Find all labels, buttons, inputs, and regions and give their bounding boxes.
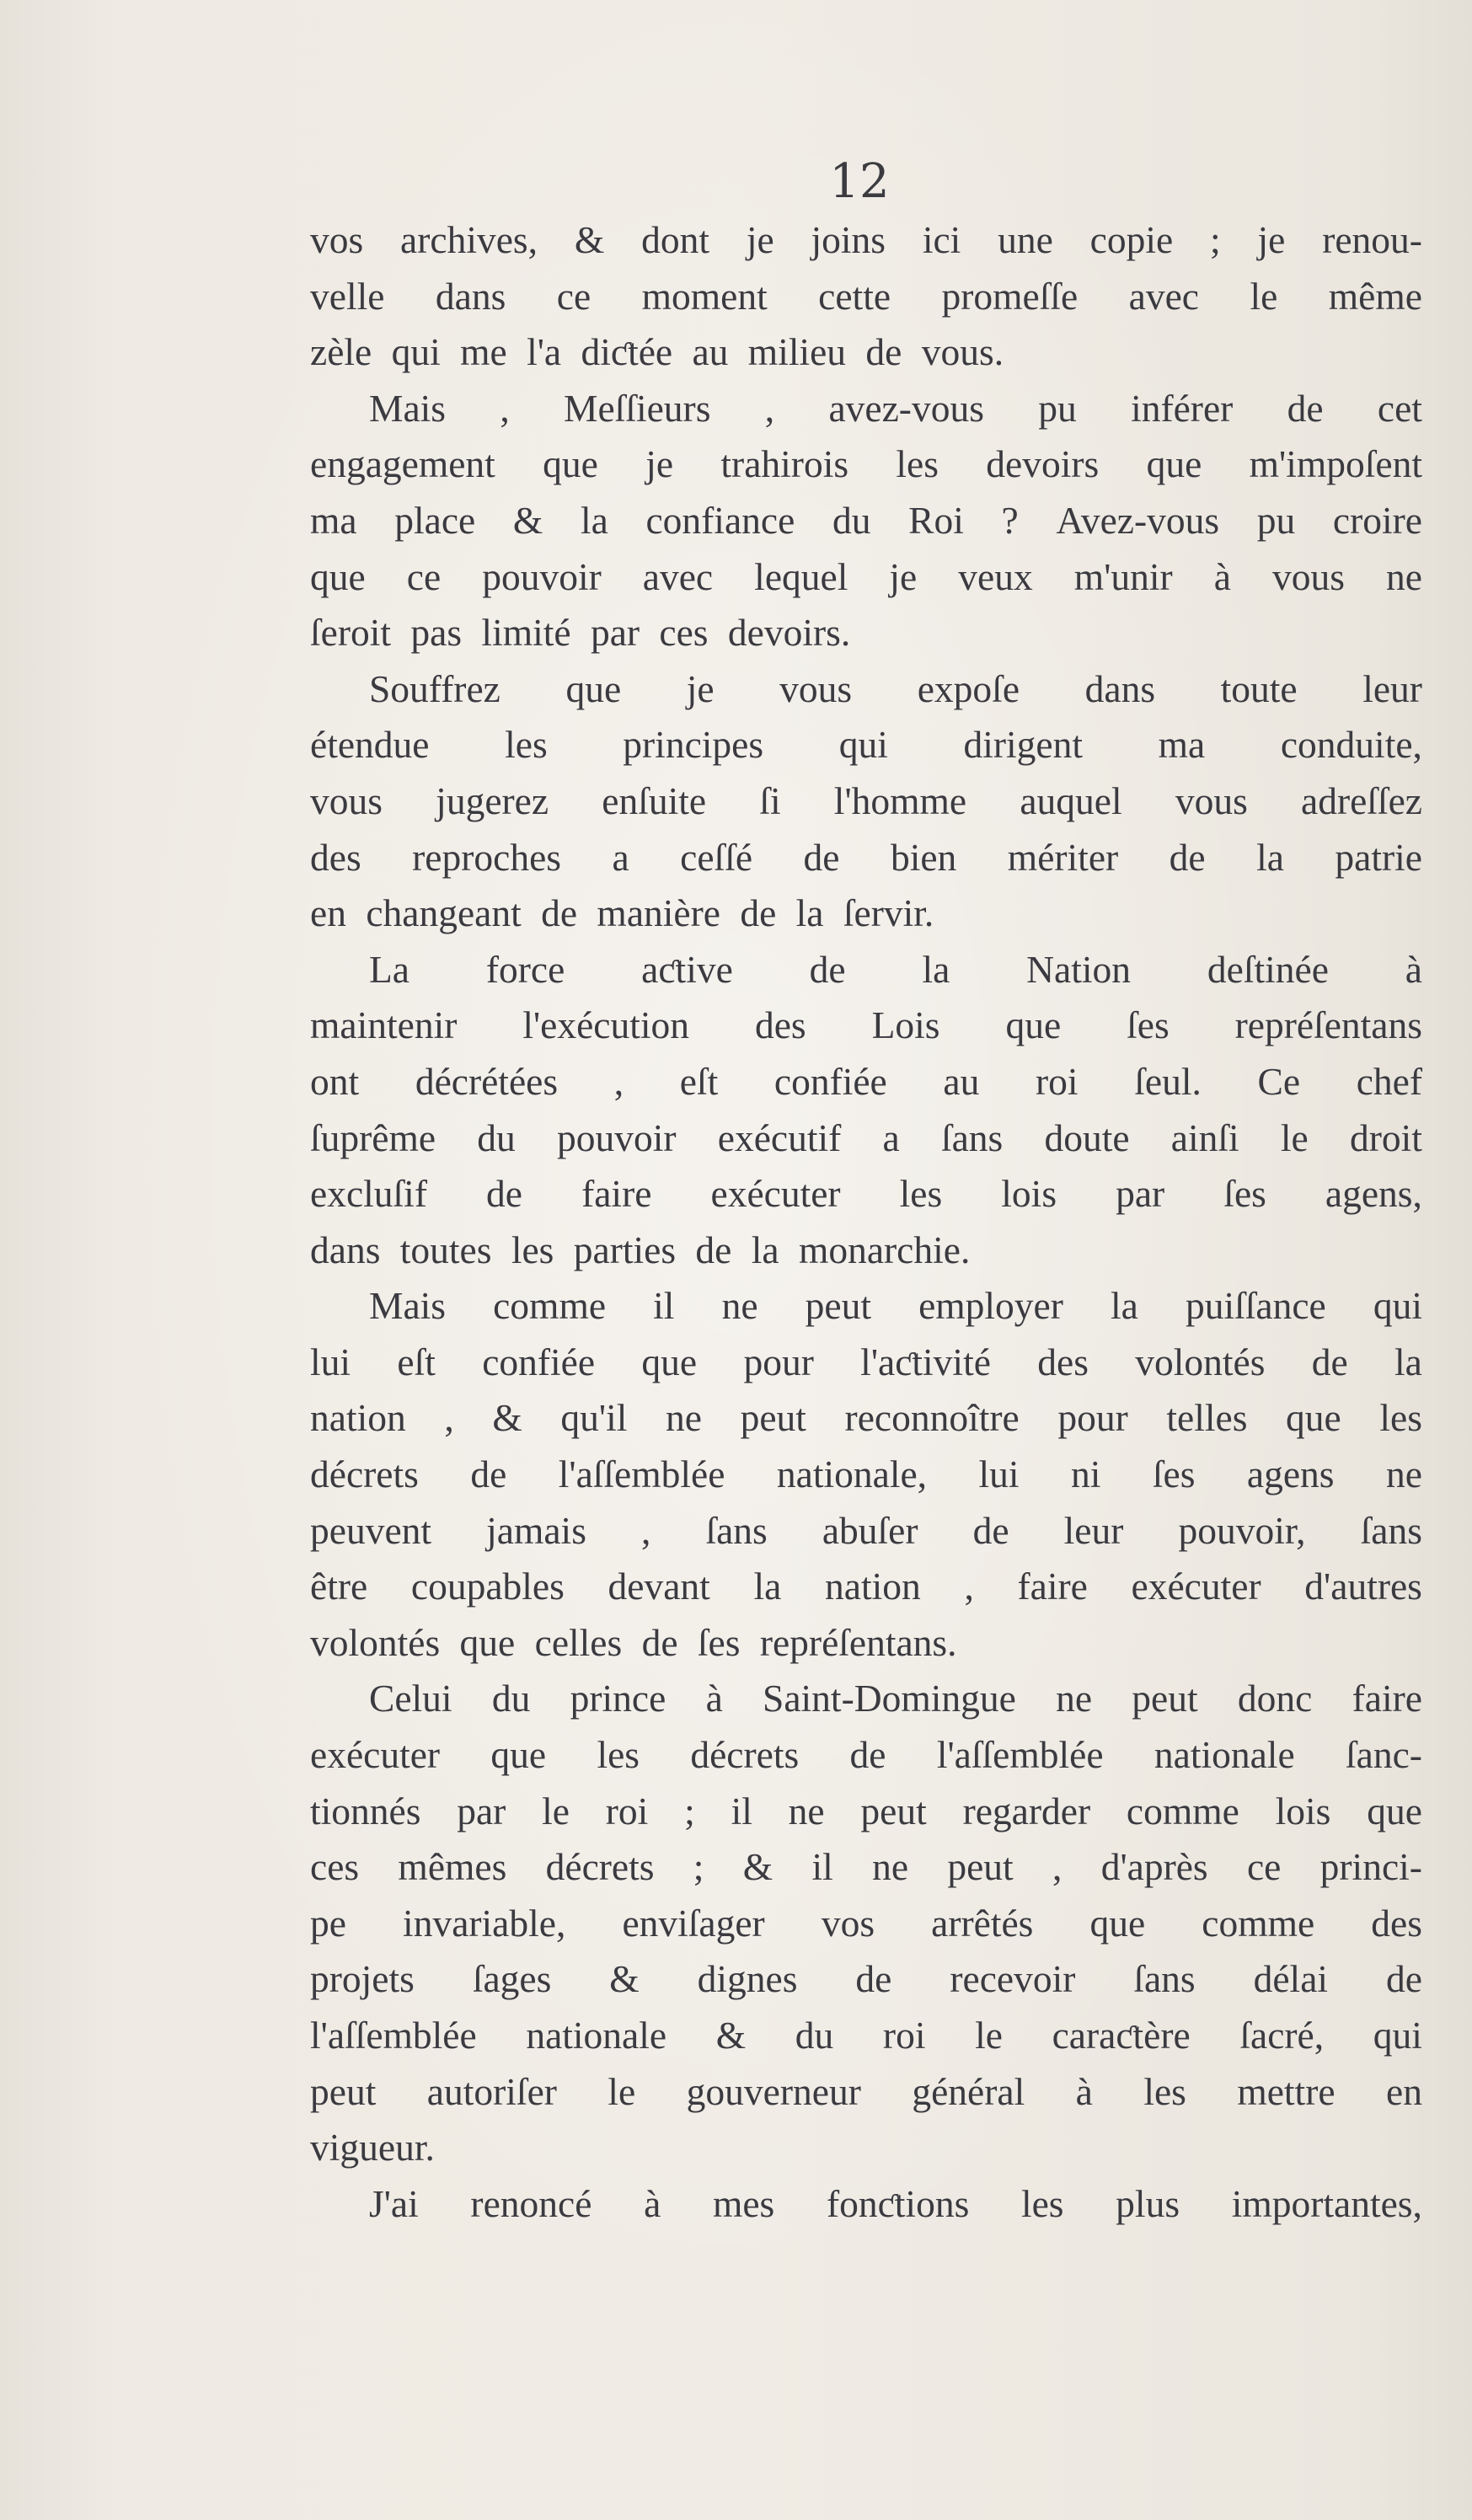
- text-line: zèle qui me l'a diƈtée au milieu de vous.: [310, 330, 1004, 374]
- text-line: Mais comme il ne peut employer la puiſſance qui: [369, 1284, 1422, 1328]
- text-line: ces mêmes décrets ; & il ne peut , d'après ce princi-: [310, 1845, 1422, 1889]
- text-line: en changeant de manière de la ſervir.: [310, 891, 934, 935]
- text-line: Souffrez que je vous expoſe dans toute leur: [369, 666, 1422, 710]
- text-line: nation , & qu'il ne peut reconnoître pour telles que les: [310, 1396, 1422, 1440]
- body-text: [310, 212, 1422, 2232]
- text-line: décrets de l'aſſemblée nationale, lui ni ſes agens ne: [310, 1453, 1422, 1496]
- text-line: velle dans ce moment cette promeſſe avec le même: [310, 274, 1422, 318]
- text-line: vous jugerez enſuite ſi l'homme auquel vous adreſſez: [310, 778, 1422, 822]
- text-line: ma place & la confiance du Roi ? Avez-vous pu croire: [310, 498, 1422, 542]
- text-line: ont décrétées , eſt confiée au roi ſeul. Ce chef: [310, 1059, 1422, 1103]
- text-line: des reproches a ceſſé de bien mériter de la patrie: [310, 835, 1422, 879]
- text-line: ſuprême du pouvoir exécutif a ſans doute ainſi le droit: [310, 1116, 1422, 1159]
- text-line: vigueur.: [310, 2126, 435, 2170]
- text-line: excluſif de faire exécuter les lois par ſes agens,: [310, 1172, 1422, 1216]
- text-line: Mais , Meſſieurs , avez-vous pu inférer de cet: [369, 386, 1422, 430]
- text-line: La force aƈtive de la Nation deſtinée à: [369, 947, 1422, 991]
- text-line: vos archives, & dont je joins ici une copie ; je renou-: [310, 218, 1422, 261]
- text-line: l'aſſemblée nationale & du roi le caraƈtère ſacré, qui: [310, 2014, 1422, 2057]
- text-line: tionnés par le roi ; il ne peut regarder comme lois que: [310, 1789, 1422, 1832]
- text-line: Celui du prince à Saint-Domingue ne peut donc faire: [369, 1677, 1422, 1720]
- page-number: 12: [829, 154, 890, 209]
- text-line: pe invariable, enviſager vos arrêtés que comme des: [310, 1901, 1422, 1945]
- text-line: engagement que je trahirois les devoirs que m'impoſent: [310, 442, 1422, 486]
- text-line: que ce pouvoir avec lequel je veux m'unir à vous ne: [310, 554, 1422, 598]
- text-line: peut autoriſer le gouverneur général à les mettre en: [310, 2069, 1422, 2113]
- text-line: J'ai renoncé à mes fonƈtions les plus importantes,: [369, 2181, 1422, 2225]
- text-line: projets ſages & dignes de recevoir ſans délai de: [310, 1957, 1422, 2001]
- text-line: lui eſt confiée que pour l'aƈtivité des volontés de la: [310, 1340, 1422, 1383]
- text-line: être coupables devant la nation , faire exécuter d'autres: [310, 1565, 1422, 1608]
- text-line: dans toutes les parties de la monarchie.: [310, 1228, 971, 1271]
- text-line: étendue les principes qui dirigent ma conduite,: [310, 723, 1422, 767]
- text-line: ſeroit pas limité par ces devoirs.: [310, 611, 851, 655]
- text-line: peuvent jamais , ſans abuſer de leur pouvoir, ſans: [310, 1508, 1422, 1552]
- text-line: exécuter que les décrets de l'aſſemblée nationale ſanc-: [310, 1733, 1422, 1777]
- text-line: volontés que celles de ſes repréſentans.: [310, 1620, 957, 1664]
- text-line: maintenir l'exécution des Lois que ſes repréſentans: [310, 1003, 1422, 1047]
